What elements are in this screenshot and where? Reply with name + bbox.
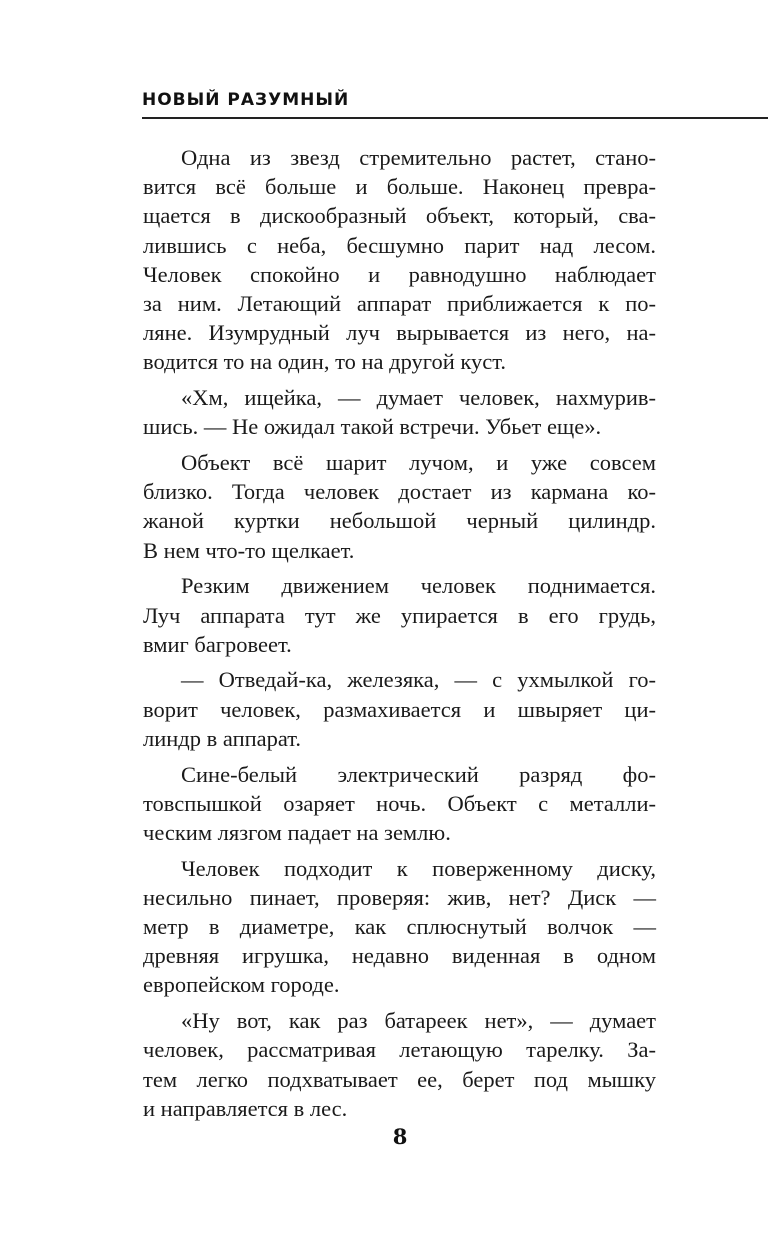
text-line: лившись с неба, бесшумно парит над лесом. — [143, 232, 656, 258]
text-line: ляне. Изумрудный луч вырывается из него, на- — [143, 320, 656, 346]
text-line: Человек подходит к поверженному диску, — [181, 855, 656, 881]
text-line: «Хм, ищейка, — думает человек, нахмурив- — [181, 385, 656, 411]
text-line: водится то на один, то на другой куст. — [143, 349, 506, 375]
paragraph — [143, 665, 656, 753]
text-line: линдр в аппарат. — [143, 725, 302, 751]
text-line: ческим лязгом падает на землю. — [143, 819, 451, 845]
text-line: европейском городе. — [143, 972, 340, 998]
text-line: человек, рассматривая летающую тарелку. За- — [143, 1037, 656, 1063]
text-line: Человек спокойно и равнодушно наблюдает — [143, 261, 656, 287]
text-line: товспышкой озаряет ночь. Объект с металли- — [143, 790, 656, 816]
text-line: и направляется в лес. — [143, 1095, 348, 1121]
running-head-title: НОВЫЙ РАЗУМНЫЙ — [142, 90, 350, 110]
paragraph — [143, 448, 656, 565]
text-line: Сине-белый электрический разряд фо- — [181, 761, 656, 787]
text-line: — Отведай-ка, железяка, — с ухмылкой го- — [181, 667, 656, 693]
header-rule — [142, 117, 768, 119]
paragraph — [143, 571, 656, 659]
text-line: близко. Тогда человек достает из кармана ко- — [143, 479, 656, 505]
text-line: Резким движением человек поднимается. — [181, 573, 656, 599]
text-line: В нем что-то щелкает. — [143, 537, 355, 563]
text-line: «Ну вот, как раз батареек нет», — думает — [181, 1008, 656, 1034]
paragraph — [143, 854, 656, 1000]
text-line: тем легко подхватывает ее, берет под мышку — [143, 1066, 656, 1092]
text-line: вмиг багровеет. — [143, 631, 292, 657]
text-line: за ним. Летающий аппарат приближается к по- — [143, 291, 656, 317]
paragraph — [143, 143, 656, 377]
text-line: жаной куртки небольшой черный цилиндр. — [143, 508, 656, 534]
text-line: ворит человек, размахивается и швыряет ци- — [143, 696, 656, 722]
body-text — [143, 143, 656, 1130]
text-line: древняя игрушка, недавно виденная в одном — [143, 943, 656, 969]
text-line: вится всё больше и больше. Наконец превра- — [143, 174, 656, 200]
text-line: Одна из звезд стремительно растет, стано- — [181, 145, 656, 170]
paragraph — [143, 383, 656, 441]
text-line: Луч аппарата тут же упирается в его грудь, — [143, 602, 656, 628]
text-line: щается в дискообразный объект, который, сва- — [143, 203, 656, 229]
text-line: метр в диаметре, как сплюснутый волчок — — [143, 914, 656, 940]
text-line: Объект всё шарит лучом, и уже совсем — [181, 450, 656, 476]
paragraph — [143, 760, 656, 848]
text-line: шись. — Не ожидал такой встречи. Убьет еще». — [143, 414, 602, 440]
text-line: несильно пинает, проверяя: жив, нет? Диск — — [143, 884, 656, 910]
paragraph — [143, 1006, 656, 1123]
page-number: 8 — [392, 1124, 408, 1149]
